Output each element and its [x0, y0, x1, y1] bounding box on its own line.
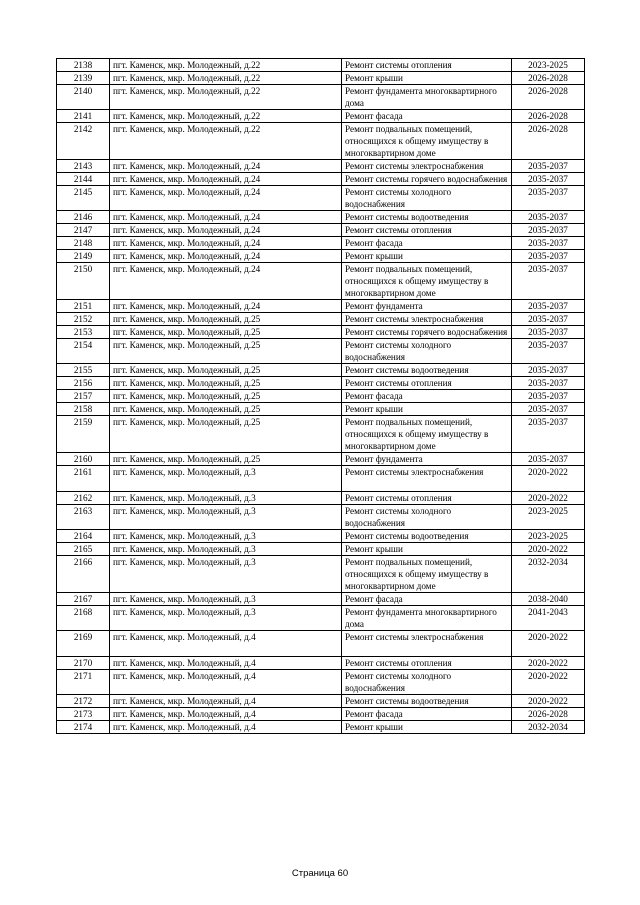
- period-cell: 2023-2025: [512, 59, 585, 72]
- table-row: [57, 160, 585, 173]
- row-number-cell: 2171: [57, 670, 110, 695]
- work-type-cell: Ремонт подвальных помещений, относящихся к общему имуществу в многоквартирном доме: [342, 416, 512, 453]
- work-type-cell: Ремонт системы отопления: [342, 59, 512, 72]
- table-row: [57, 543, 585, 556]
- address-cell: пгт. Каменск, мкр. Молодежный, д.22: [110, 123, 342, 160]
- address-cell: пгт. Каменск, мкр. Молодежный, д.24: [110, 211, 342, 224]
- work-type-cell: Ремонт фасада: [342, 593, 512, 606]
- work-type-cell: Ремонт фундамента: [342, 453, 512, 466]
- period-cell: 2026-2028: [512, 72, 585, 85]
- table-row: [57, 657, 585, 670]
- work-type-cell: Ремонт системы холодного водоснабжения: [342, 670, 512, 695]
- address-cell: пгт. Каменск, мкр. Молодежный, д.4: [110, 695, 342, 708]
- row-number-cell: 2156: [57, 377, 110, 390]
- row-number-cell: 2168: [57, 606, 110, 631]
- address-cell: пгт. Каменск, мкр. Молодежный, д.24: [110, 160, 342, 173]
- work-type-cell: Ремонт крыши: [342, 721, 512, 734]
- address-cell: пгт. Каменск, мкр. Молодежный, д.24: [110, 173, 342, 186]
- address-cell: пгт. Каменск, мкр. Молодежный, д.22: [110, 59, 342, 72]
- address-cell: пгт. Каменск, мкр. Молодежный, д.25: [110, 313, 342, 326]
- table-row: [57, 377, 585, 390]
- period-cell: 2032-2034: [512, 556, 585, 593]
- work-type-cell: Ремонт системы холодного водоснабжения: [342, 186, 512, 211]
- row-number-cell: 2158: [57, 403, 110, 416]
- period-cell: 2035-2037: [512, 224, 585, 237]
- table-row: [57, 390, 585, 403]
- table-row: [57, 670, 585, 695]
- work-type-cell: Ремонт фасада: [342, 237, 512, 250]
- row-number-cell: 2155: [57, 364, 110, 377]
- row-number-cell: 2173: [57, 708, 110, 721]
- row-number-cell: 2167: [57, 593, 110, 606]
- table-row: [57, 186, 585, 211]
- table-row: [57, 530, 585, 543]
- address-cell: пгт. Каменск, мкр. Молодежный, д.3: [110, 543, 342, 556]
- row-number-cell: 2138: [57, 59, 110, 72]
- address-cell: пгт. Каменск, мкр. Молодежный, д.3: [110, 593, 342, 606]
- row-number-cell: 2154: [57, 339, 110, 364]
- address-cell: пгт. Каменск, мкр. Молодежный, д.3: [110, 530, 342, 543]
- table-row: [57, 339, 585, 364]
- table-row: [57, 364, 585, 377]
- row-number-cell: 2145: [57, 186, 110, 211]
- address-cell: пгт. Каменск, мкр. Молодежный, д.25: [110, 416, 342, 453]
- table-row: [57, 237, 585, 250]
- period-cell: 2026-2028: [512, 123, 585, 160]
- work-type-cell: Ремонт фасада: [342, 708, 512, 721]
- work-type-cell: Ремонт системы горячего водоснабжения: [342, 326, 512, 339]
- period-cell: 2023-2025: [512, 505, 585, 530]
- table-row: [57, 250, 585, 263]
- address-cell: пгт. Каменск, мкр. Молодежный, д.25: [110, 364, 342, 377]
- address-cell: пгт. Каменск, мкр. Молодежный, д.4: [110, 670, 342, 695]
- row-number-cell: 2139: [57, 72, 110, 85]
- repair-schedule-table: [56, 58, 585, 734]
- work-type-cell: Ремонт системы электроснабжения: [342, 160, 512, 173]
- period-cell: 2035-2037: [512, 237, 585, 250]
- period-cell: 2020-2022: [512, 695, 585, 708]
- address-cell: пгт. Каменск, мкр. Молодежный, д.24: [110, 250, 342, 263]
- work-type-cell: Ремонт системы водоотведения: [342, 530, 512, 543]
- work-type-cell: Ремонт крыши: [342, 72, 512, 85]
- table-row: [57, 505, 585, 530]
- work-type-cell: Ремонт системы холодного водоснабжения: [342, 339, 512, 364]
- table-row: [57, 631, 585, 657]
- row-number-cell: 2174: [57, 721, 110, 734]
- period-cell: 2035-2037: [512, 250, 585, 263]
- table-row: [57, 416, 585, 453]
- period-cell: 2035-2037: [512, 390, 585, 403]
- row-number-cell: 2170: [57, 657, 110, 670]
- table-row: [57, 492, 585, 505]
- period-cell: 2035-2037: [512, 160, 585, 173]
- row-number-cell: 2169: [57, 631, 110, 657]
- row-number-cell: 2172: [57, 695, 110, 708]
- work-type-cell: Ремонт системы горячего водоснабжения: [342, 173, 512, 186]
- address-cell: пгт. Каменск, мкр. Молодежный, д.25: [110, 453, 342, 466]
- work-type-cell: Ремонт системы водоотведения: [342, 695, 512, 708]
- row-number-cell: 2141: [57, 110, 110, 123]
- address-cell: пгт. Каменск, мкр. Молодежный, д.25: [110, 390, 342, 403]
- address-cell: пгт. Каменск, мкр. Молодежный, д.4: [110, 657, 342, 670]
- row-number-cell: 2152: [57, 313, 110, 326]
- row-number-cell: 2150: [57, 263, 110, 300]
- period-cell: 2020-2022: [512, 466, 585, 492]
- row-number-cell: 2161: [57, 466, 110, 492]
- row-number-cell: 2163: [57, 505, 110, 530]
- row-number-cell: 2149: [57, 250, 110, 263]
- work-type-cell: Ремонт фасада: [342, 110, 512, 123]
- period-cell: 2032-2034: [512, 721, 585, 734]
- work-type-cell: Ремонт системы электроснабжения: [342, 631, 512, 657]
- address-cell: пгт. Каменск, мкр. Молодежный, д.25: [110, 403, 342, 416]
- address-cell: пгт. Каменск, мкр. Молодежный, д.3: [110, 556, 342, 593]
- work-type-cell: Ремонт системы водоотведения: [342, 364, 512, 377]
- period-cell: 2023-2025: [512, 530, 585, 543]
- period-cell: 2035-2037: [512, 211, 585, 224]
- address-cell: пгт. Каменск, мкр. Молодежный, д.3: [110, 505, 342, 530]
- row-number-cell: 2140: [57, 85, 110, 110]
- period-cell: 2038-2040: [512, 593, 585, 606]
- period-cell: 2020-2022: [512, 657, 585, 670]
- table-row: [57, 59, 585, 72]
- table-row: [57, 211, 585, 224]
- table-row: [57, 72, 585, 85]
- row-number-cell: 2143: [57, 160, 110, 173]
- table-row: [57, 300, 585, 313]
- work-type-cell: Ремонт крыши: [342, 250, 512, 263]
- period-cell: 2035-2037: [512, 377, 585, 390]
- work-type-cell: Ремонт подвальных помещений, относящихся к общему имуществу в многоквартирном доме: [342, 556, 512, 593]
- table-row: [57, 326, 585, 339]
- row-number-cell: 2142: [57, 123, 110, 160]
- address-cell: пгт. Каменск, мкр. Молодежный, д.25: [110, 377, 342, 390]
- work-type-cell: Ремонт крыши: [342, 403, 512, 416]
- work-type-cell: Ремонт системы отопления: [342, 657, 512, 670]
- table-row: [57, 593, 585, 606]
- work-type-cell: Ремонт крыши: [342, 543, 512, 556]
- work-type-cell: Ремонт системы электроснабжения: [342, 466, 512, 492]
- period-cell: 2035-2037: [512, 326, 585, 339]
- address-cell: пгт. Каменск, мкр. Молодежный, д.3: [110, 492, 342, 505]
- address-cell: пгт. Каменск, мкр. Молодежный, д.24: [110, 263, 342, 300]
- address-cell: пгт. Каменск, мкр. Молодежный, д.4: [110, 708, 342, 721]
- work-type-cell: Ремонт системы отопления: [342, 492, 512, 505]
- period-cell: 2035-2037: [512, 339, 585, 364]
- work-type-cell: Ремонт фасада: [342, 390, 512, 403]
- row-number-cell: 2164: [57, 530, 110, 543]
- work-type-cell: Ремонт системы отопления: [342, 377, 512, 390]
- table-row: [57, 123, 585, 160]
- table-row: [57, 313, 585, 326]
- address-cell: пгт. Каменск, мкр. Молодежный, д.25: [110, 326, 342, 339]
- table-row: [57, 263, 585, 300]
- work-type-cell: Ремонт подвальных помещений, относящихся к общему имуществу в многоквартирном доме: [342, 123, 512, 160]
- address-cell: пгт. Каменск, мкр. Молодежный, д.25: [110, 339, 342, 364]
- table-row: [57, 85, 585, 110]
- row-number-cell: 2144: [57, 173, 110, 186]
- period-cell: 2035-2037: [512, 403, 585, 416]
- row-number-cell: 2160: [57, 453, 110, 466]
- period-cell: 2026-2028: [512, 110, 585, 123]
- row-number-cell: 2148: [57, 237, 110, 250]
- table-row: [57, 606, 585, 631]
- page-number: Страница 60: [291, 868, 349, 879]
- address-cell: пгт. Каменск, мкр. Молодежный, д.3: [110, 466, 342, 492]
- period-cell: 2035-2037: [512, 416, 585, 453]
- table-row: [57, 695, 585, 708]
- work-type-cell: Ремонт системы отопления: [342, 224, 512, 237]
- period-cell: 2026-2028: [512, 708, 585, 721]
- period-cell: 2041-2043: [512, 606, 585, 631]
- period-cell: 2035-2037: [512, 313, 585, 326]
- table-row: [57, 453, 585, 466]
- period-cell: 2020-2022: [512, 492, 585, 505]
- address-cell: пгт. Каменск, мкр. Молодежный, д.24: [110, 300, 342, 313]
- address-cell: пгт. Каменск, мкр. Молодежный, д.22: [110, 72, 342, 85]
- table-row: [57, 466, 585, 492]
- row-number-cell: 2146: [57, 211, 110, 224]
- work-type-cell: Ремонт фундамента многоквартирного дома: [342, 85, 512, 110]
- period-cell: 2035-2037: [512, 300, 585, 313]
- table-row: [57, 721, 585, 734]
- period-cell: 2035-2037: [512, 186, 585, 211]
- period-cell: 2026-2028: [512, 85, 585, 110]
- row-number-cell: 2151: [57, 300, 110, 313]
- table-row: [57, 173, 585, 186]
- row-number-cell: 2153: [57, 326, 110, 339]
- table-row: [57, 708, 585, 721]
- address-cell: пгт. Каменск, мкр. Молодежный, д.24: [110, 224, 342, 237]
- table-row: [57, 403, 585, 416]
- period-cell: 2020-2022: [512, 670, 585, 695]
- period-cell: 2035-2037: [512, 453, 585, 466]
- row-number-cell: 2159: [57, 416, 110, 453]
- address-cell: пгт. Каменск, мкр. Молодежный, д.22: [110, 85, 342, 110]
- row-number-cell: 2166: [57, 556, 110, 593]
- work-type-cell: Ремонт подвальных помещений, относящихся к общему имуществу в многоквартирном доме: [342, 263, 512, 300]
- period-cell: 2035-2037: [512, 364, 585, 377]
- period-cell: 2035-2037: [512, 173, 585, 186]
- address-cell: пгт. Каменск, мкр. Молодежный, д.4: [110, 631, 342, 657]
- table-body: [57, 59, 585, 734]
- address-cell: пгт. Каменск, мкр. Молодежный, д.22: [110, 110, 342, 123]
- address-cell: пгт. Каменск, мкр. Молодежный, д.4: [110, 721, 342, 734]
- work-type-cell: Ремонт системы электроснабжения: [342, 313, 512, 326]
- table-row: [57, 224, 585, 237]
- row-number-cell: 2147: [57, 224, 110, 237]
- period-cell: 2035-2037: [512, 263, 585, 300]
- address-cell: пгт. Каменск, мкр. Молодежный, д.24: [110, 237, 342, 250]
- row-number-cell: 2162: [57, 492, 110, 505]
- address-cell: пгт. Каменск, мкр. Молодежный, д.3: [110, 606, 342, 631]
- period-cell: 2020-2022: [512, 543, 585, 556]
- work-type-cell: Ремонт системы водоотведения: [342, 211, 512, 224]
- work-type-cell: Ремонт системы холодного водоснабжения: [342, 505, 512, 530]
- row-number-cell: 2165: [57, 543, 110, 556]
- table-row: [57, 110, 585, 123]
- work-type-cell: Ремонт фундамента: [342, 300, 512, 313]
- address-cell: пгт. Каменск, мкр. Молодежный, д.24: [110, 186, 342, 211]
- row-number-cell: 2157: [57, 390, 110, 403]
- table-row: [57, 556, 585, 593]
- period-cell: 2020-2022: [512, 631, 585, 657]
- work-type-cell: Ремонт фундамента многоквартирного дома: [342, 606, 512, 631]
